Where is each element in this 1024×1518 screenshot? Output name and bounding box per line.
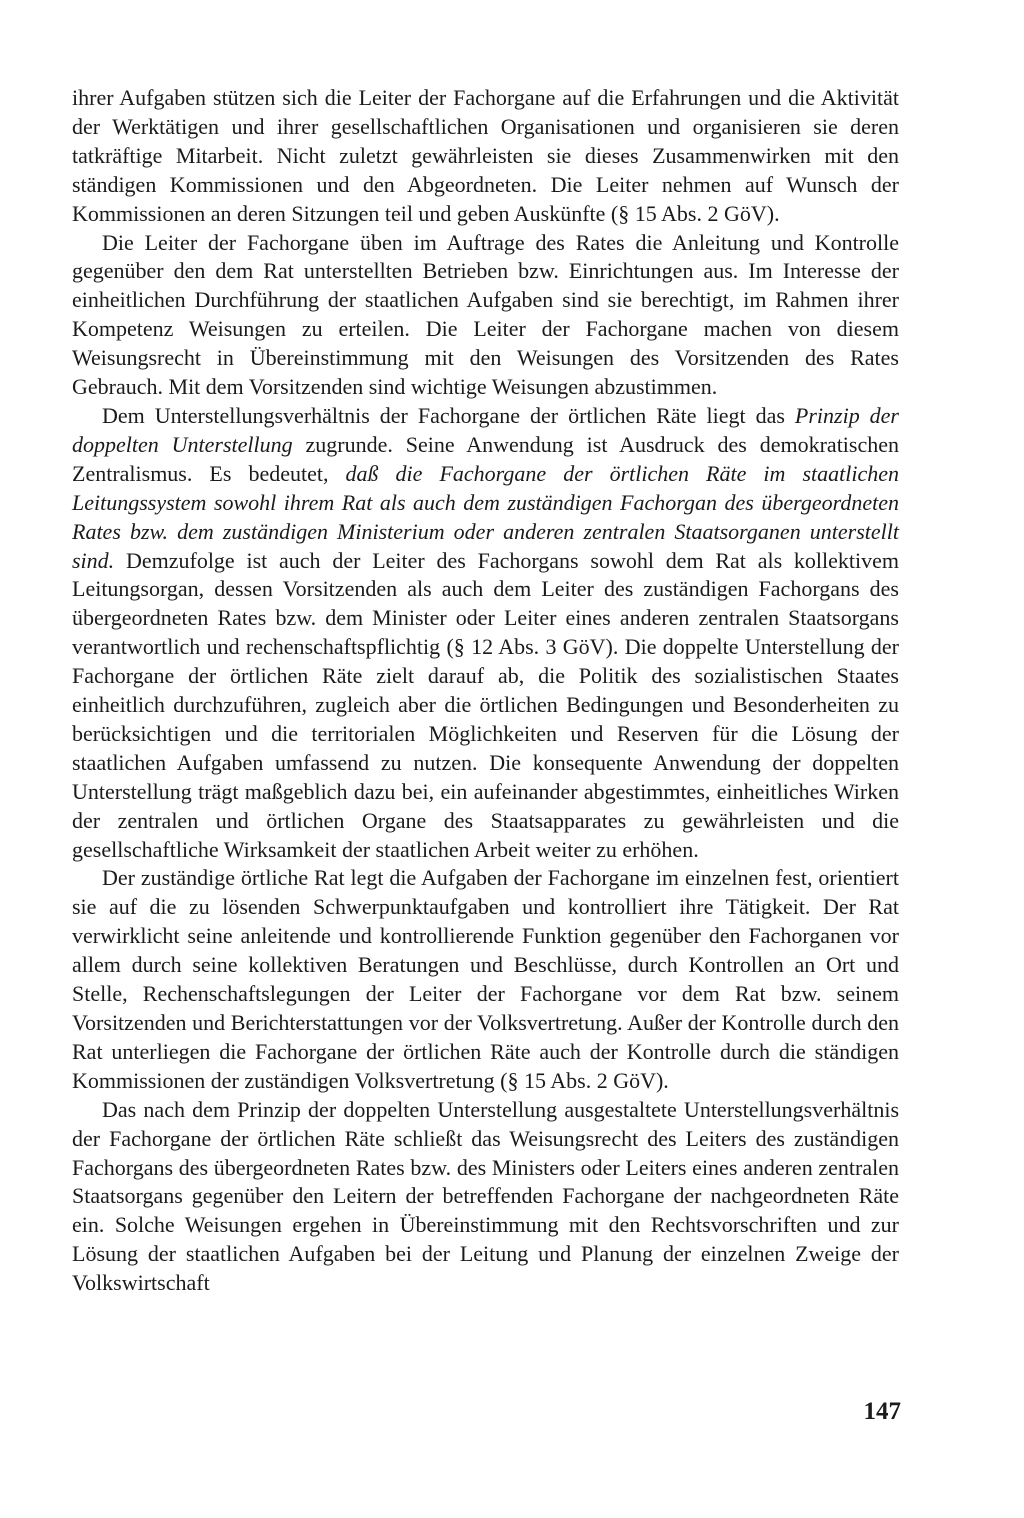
paragraph: Der zuständige örtliche Rat legt die Aufgaben der Fachorgane im einzelnen fest, orientiert sie auf die zu lösenden Schwerpunktaufgaben und kontrolliert ihre Tätigkeit. Der Rat verwirklicht seine anleitende und kontrollierende Funktion gegenüber den Fachorganen vor allem durch seine kollektiven Beratungen und Beschlüsse, durch Kontrollen an Ort und Stelle, Rechenschaftslegungen der Leiter der Fachorgane vor dem Rat bzw. seinem Vorsitzenden und Berichterstattungen vor der Volksvertretung. Außer der Kontrolle durch den Rat unterliegen die Fachorgane der örtlichen Räte auch der Kontrolle durch die ständigen Kommissionen der zuständigen Volksvertretung (§ 15 Abs. 2 GöV). [72,865,899,1093]
text-run: Dem Unterstellungsverhältnis der Fachorgane der örtlichen Räte liegt das [102,402,795,428]
paragraph-doppelte-unterstellung [72,402,899,865]
emphasis-text: daß die Fachorgane der örtlichen Räte im staatlichen Leitungssystem sowohl ihrem Rat als auch dem zuständigen Fachorgan des übergeordneten Rates bzw. dem zuständigen Ministerium oder anderen zentralen Staatsorganen unterstellt sind. [72,460,899,573]
paragraph-continued: ihrer Aufgaben stützen sich die Leiter der Fachorgane auf die Erfahrungen und die Aktivität der Werktätigen und ihrer gesellschaftlichen Organisationen und organisieren sie deren tatkräftige Mitarbeit. Nicht zuletzt gewährleisten sie dieses Zusammenwirken mit den ständigen Kommissionen und den Abgeordneten. Die Leiter nehmen auf Wunsch der Kommissionen an deren Sitzungen teil und geben Auskünfte (§ 15 Abs. 2 GöV). [72,85,899,226]
paragraph: Das nach dem Prinzip der doppelten Unterstellung ausgestaltete Unterstellungsverhältnis der Fachorgane der örtlichen Räte schließt das Weisungsrecht des Leiters des zuständigen Fachorgans des übergeordneten Rates bzw. des Ministers oder Leiters eines anderen zentralen Staatsorgans gegenüber den Leitern der betreffenden Fachorgane der nachgeordneten Räte ein. Solche Weisungen ergehen in Übereinstimmung mit den Rechtsvorschriften und zur Lösung der staatlichen Aufgaben bei der Leitung und Planung der einzelnen Zweige der Volkswirtschaft [72,1096,899,1296]
paragraph: Die Leiter der Fachorgane üben im Auftrage des Rates die Anleitung und Kontrolle gegenüber den dem Rat unterstellten Betrieben bzw. Einrichtungen aus. Im Interesse der einheitlichen Durchführung der staatlichen Aufgaben sind sie berechtigt, im Rahmen ihrer Kompetenz Weisungen zu erteilen. Die Leiter der Fachorgane machen von diesem Weisungsrecht in Übereinstimmung mit den Weisungen des Vorsitzenden des Rates Gebrauch. Mit dem Vorsitzenden sind wichtige Weisungen abzustimmen. [72,229,899,400]
text-run: zugrunde. Seine Anwendung ist Ausdruck des demokratischen Zentralismus. Es bedeutet, [72,431,900,486]
page-number: 147 [863,1398,901,1425]
emphasis-text: Prinzip der doppelten Unterstellung [72,402,899,457]
text-run: Demzufolge ist auch der Leiter des Fachorgans sowohl dem Rat als kollektivem Leitungsorgan, dessen Vorsitzenden als auch dem Leiter des zuständigen Fachorgans des übergeordneten Rates bzw. dem Minister oder Leiter eines anderen zentralen Staatsorgans verantwortlich und rechenschaftspflichtig (§ 12 Abs. 3 GöV). Die doppelte Unterstellung der Fachorgane der örtlichen Räte zielt darauf ab, die Politik des sozialistischen Staates einheitlich durchzuführen, zugleich aber die örtlichen Bedingungen und Besonderheiten zu berücksichtigen und die territorialen Möglichkeiten und Reserven für die Lösung der staatlichen Aufgaben umfassend zu nutzen. Die konsequente Anwendung der doppelten Unterstellung trägt maßgeblich dazu bei, ein aufeinander abgestimmtes, einheitliches Wirken der zentralen und örtlichen Organe des Staatsapparates zu gewährleisten und die gesellschaftliche Wirksamkeit der staatlichen Arbeit weiter zu erhöhen. [72,547,899,862]
body-text [72,84,899,1298]
